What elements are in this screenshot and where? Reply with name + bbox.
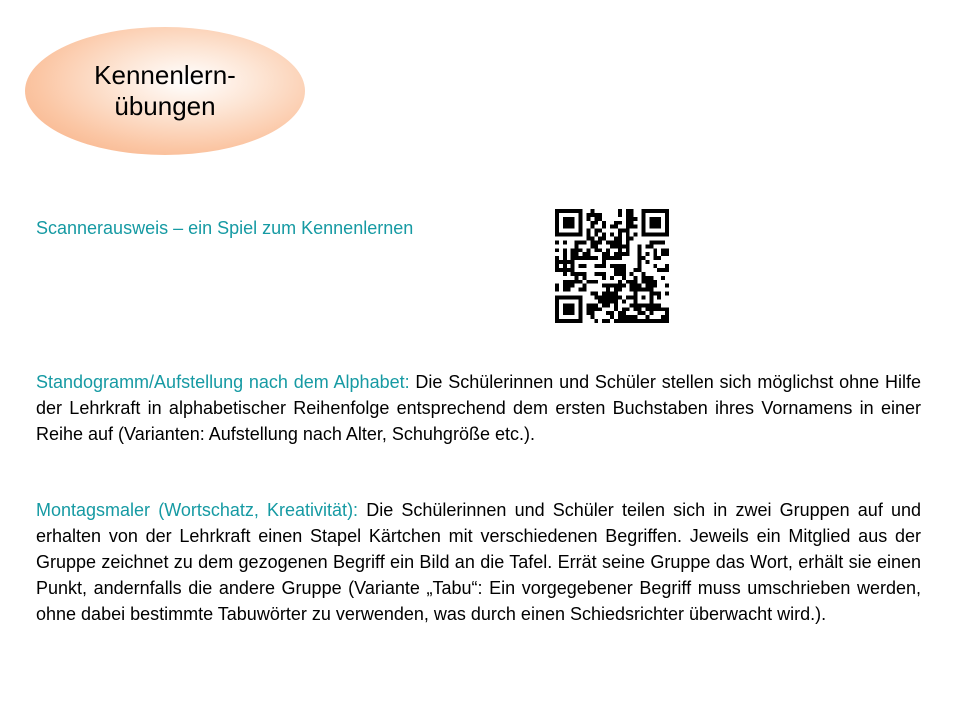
qr-code-icon (555, 209, 669, 323)
page-title-line-2: übungen (114, 91, 216, 121)
standogramm-lead: Standogramm/Aufstellung nach dem Alphabet: (36, 372, 410, 392)
montagsmaler-body: Die Schülerinnen und Schüler teilen sich in zwei Gruppen auf und erhalten von der Lehrkraft einen Stapel Kärtchen mit verschiedenen Begriffen. Jeweils ein Mitglied aus der Gruppe zeichnet zu dem gezogenen Begriff ein Bild an die Tafel. Errät seine Gruppe das Wort, erhält sie einen Punkt, andernfalls die andere Gruppe (Variante „Tabu“: Ein vorgegebener Begriff muss umschrieben werden, ohne dabei bestimmte Tabuwörter zu verwenden, was durch einen Schiedsrichter überwacht wird.). (36, 500, 921, 624)
page-title-line-1: Kennenlern- (94, 60, 236, 90)
title-ellipse (25, 27, 305, 155)
page-title (94, 60, 236, 122)
standogramm-body: Die Schülerinnen und Schüler stellen sich möglichst ohne Hilfe der Lehrkraft in alphabetischer Reihenfolge entsprechend dem ersten Buchstaben ihres Vornamens in einer Reihe auf (Varianten: Aufstellung nach Alter, Schuhgröße etc.). (36, 372, 921, 444)
montagsmaler-paragraph (36, 497, 921, 627)
scanner-heading: Scannerausweis – ein Spiel zum Kennenlernen (36, 218, 414, 238)
standogramm-paragraph (36, 369, 921, 447)
montagsmaler-lead: Montagsmaler (Wortschatz, Kreativität): (36, 500, 359, 520)
